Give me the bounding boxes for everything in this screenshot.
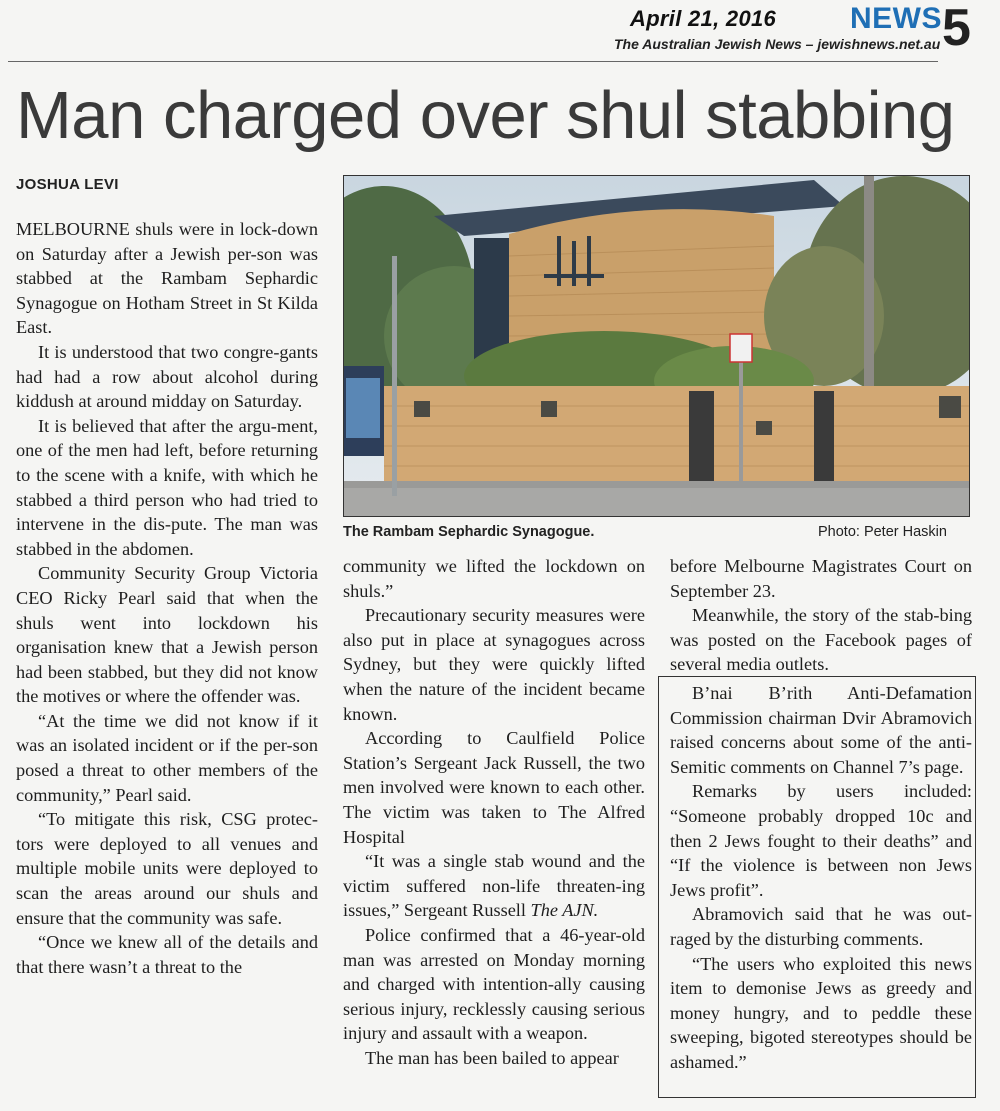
article-column-2 [343,554,645,1070]
paragraph: According to Caulfield Police Station’s Sergeant Jack Russell, the two men involved were known to each other. The victim was taken to The Alfred Hospital [343,728,645,847]
paragraph: “At the time we did not know if it was an isolated incident or if the per-son posed a threat to other members of the community,” Pearl said. [16,710,318,805]
highlight-box [658,676,976,1098]
paragraph: community we lifted the lockdown on shuls.” [343,556,645,601]
paragraph: “To mitigate this risk, CSG protec-tors were deployed to all venues and multiple mobile units were deployed to scan the areas around our shuls and ensure that the community was safe. [16,809,318,928]
byline: JOSHUA LEVI [16,176,119,193]
paragraph: Precautionary security measures were also put in place at synagogues across Sydney, but they were quickly lifted when the nature of the incident became known. [343,605,645,724]
photo-caption: The Rambam Sephardic Synagogue. [343,524,595,540]
paragraph: before Melbourne Magistrates Court on September 23. [670,556,972,601]
section-label: NEWS [850,2,942,35]
issue-date: April 21, 2016 [630,6,777,31]
page-number: 5 [942,0,971,57]
photo-credit: Photo: Peter Haskin [818,524,947,540]
headline: Man charged over shul stabbing [16,78,955,153]
paragraph: Community Security Group Victoria CEO Ricky Pearl said that when the shuls went into lockdown his organisation knew that a Jewish person had been stabbed, but they did not know the motives or where the offender was. [16,563,318,707]
paragraph: It is understood that two congre-gants had had a row about alcohol during kiddush at around midday on Saturday. [16,341,318,412]
publication-ref: The AJN. [530,900,599,921]
paragraph: Remarks by users included: “Someone probably dropped 10c and then 2 Jews fought to their deaths” and “If the violence is between non Jews Jews profit”. [670,781,972,900]
article-column-1 [16,217,318,979]
paragraph: B’nai B’rith Anti-Defamation Commission chairman Dvir Abramovich raised concerns about some of the anti-Semitic comments on Channel 7’s page. [670,682,972,777]
header-rule [8,61,938,62]
paragraph: It is believed that after the argu-ment, one of the men had left, before returning to the scene with a knife, with which he stabbed a third person who had tried to intervene in the dis-pute. The man was stabbed in the abdomen. [16,415,318,559]
paragraph: “Once we knew all of the details and that there wasn’t a threat to the [16,932,318,977]
paragraph: “The users who exploited this news item to demonise Jews as greedy and money hungry, and to peddle these sweeping, bigoted stereotypes should be ashamed.” [670,953,972,1072]
paragraph: Meanwhile, the story of the stab-bing was posted on the Facebook pages of several media outlets. [670,605,972,675]
paragraph: Abramovich said that he was out-raged by the disturbing comments. [670,904,972,949]
publication-line: The Australian Jewish News – jewishnews.net.au [614,36,941,52]
synagogue-photo [343,175,970,517]
paragraph: Police confirmed that a 46-year-old man was arrested on Monday morning and charged with intention-ally causing serious injury, recklessly causing serious injury and assault with a weapon. [343,924,645,1044]
quote-text: “It was a single stab wound and the victim suffered non-life threaten-ing issues,” Sergeant Russell [343,851,645,921]
paragraph: MELBOURNE shuls were in lock-down on Saturday after a Jewish per-son was stabbed at the Rambam Sephardic Synagogue on Hotham Street in St Kilda East. [16,219,318,338]
paragraph [343,849,645,923]
paragraph: The man has been bailed to appear [365,1047,619,1068]
